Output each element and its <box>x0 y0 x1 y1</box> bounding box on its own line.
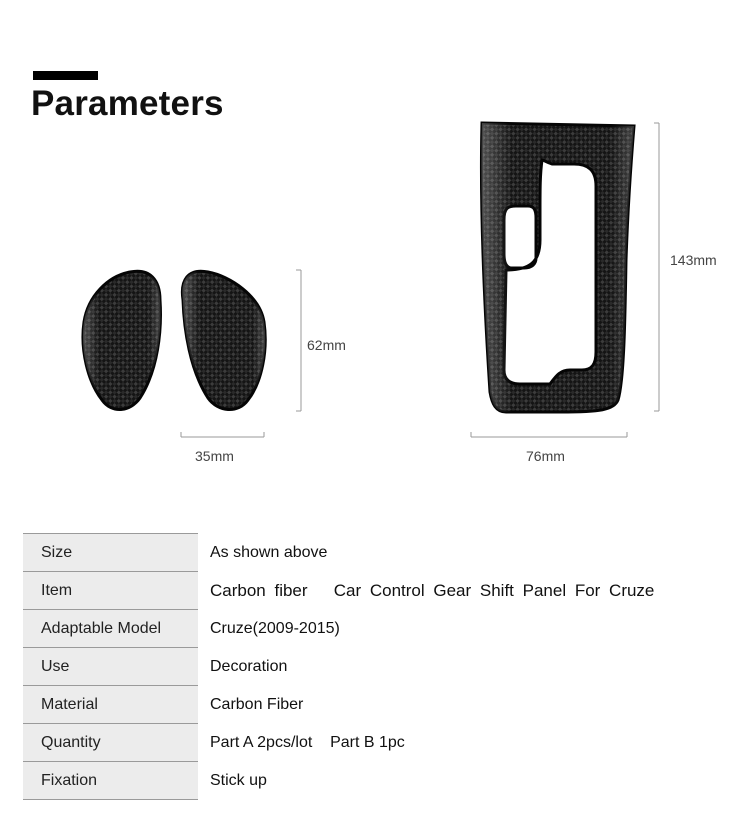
param-value: Part A 2pcs/lot Part B 1pc <box>210 733 405 751</box>
dim-large-width: 76mm <box>526 448 565 464</box>
dim-large-height: 143mm <box>670 252 717 268</box>
param-value: Carbon fiber Car Control Gear Shift Panel For Cruze <box>210 580 655 600</box>
dim-small-width: 35mm <box>195 448 234 464</box>
param-label: Use <box>23 648 198 686</box>
parameters-table <box>23 533 713 800</box>
param-value: Cruze(2009-2015) <box>210 619 340 637</box>
param-label: Item <box>23 572 198 610</box>
small-panel-right <box>182 271 265 409</box>
table-row <box>23 648 713 686</box>
param-value: Decoration <box>210 657 288 675</box>
table-row <box>23 724 713 762</box>
large-gear-panel <box>481 123 634 412</box>
dim-small-height: 62mm <box>307 337 346 353</box>
table-row <box>23 534 713 572</box>
page-title: Parameters <box>31 84 224 123</box>
param-label: Size <box>23 534 198 572</box>
table-row <box>23 610 713 648</box>
param-label: Quantity <box>23 724 198 762</box>
small-panel-left <box>83 271 160 409</box>
table-row <box>23 686 713 724</box>
param-label: Adaptable Model <box>23 610 198 648</box>
param-label: Fixation <box>23 762 198 800</box>
param-value: Stick up <box>210 771 267 789</box>
table-row <box>23 762 713 800</box>
table-row <box>23 572 713 610</box>
param-label: Material <box>23 686 198 724</box>
param-value: Carbon Fiber <box>210 695 304 713</box>
param-value: As shown above <box>210 543 328 561</box>
